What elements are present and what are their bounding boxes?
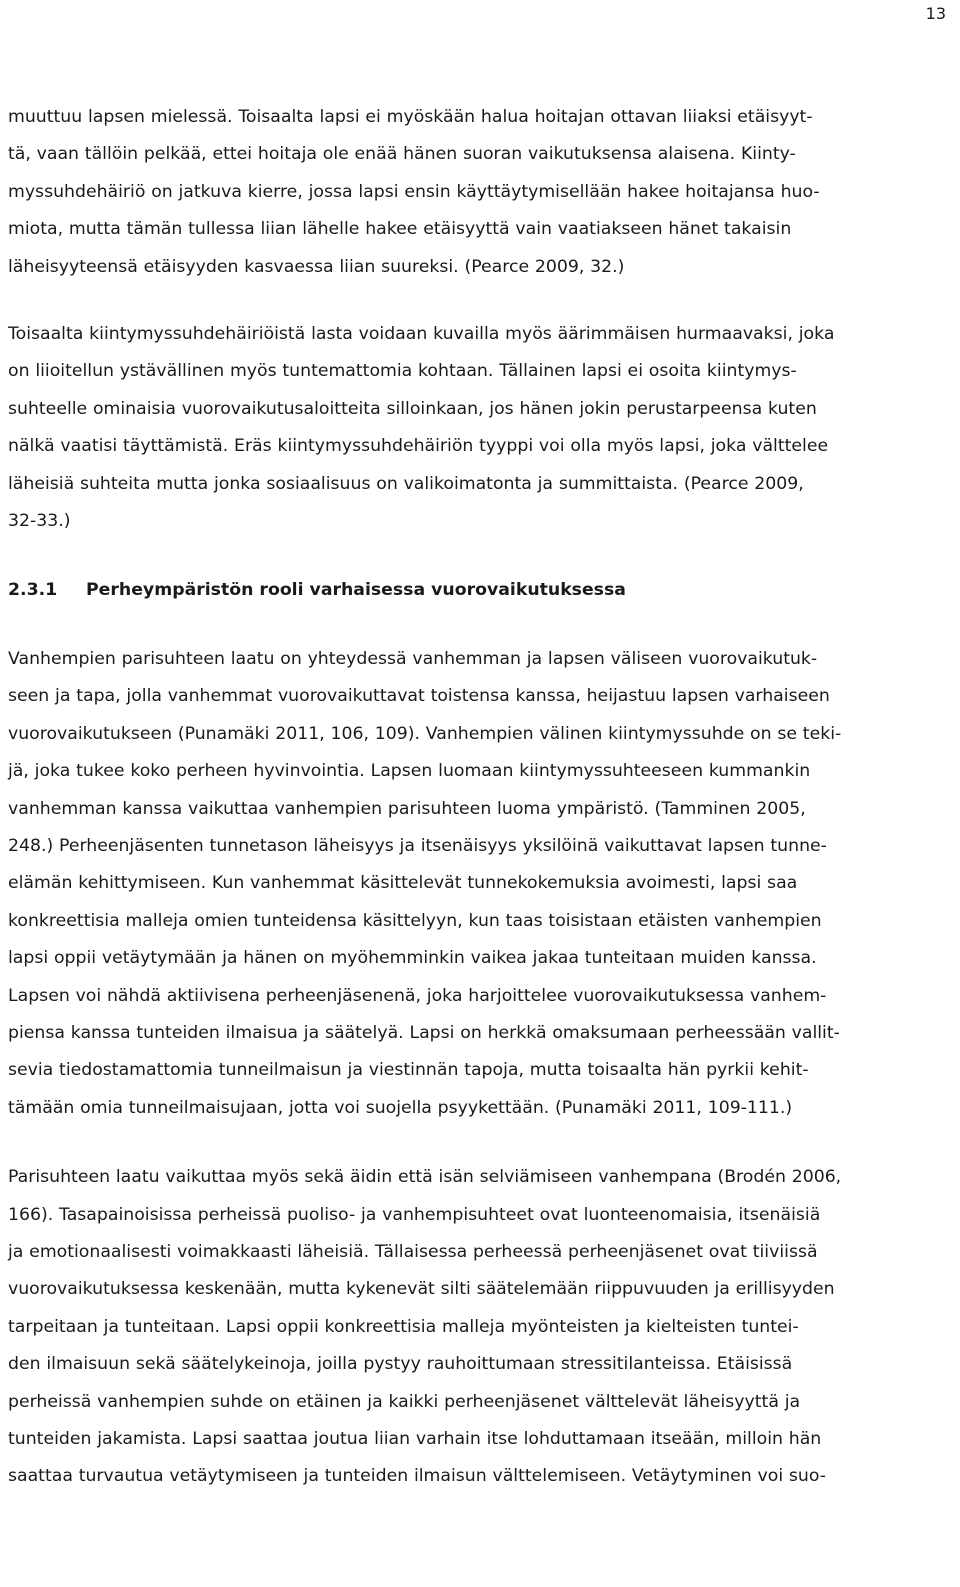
paragraph [8, 641, 952, 1127]
section-title: Perheympäristön rooli varhaisessa vuorovaikutuksessa [86, 580, 626, 601]
text-line: lapsi oppii vetäytymään ja hänen on myöhemminkin vaikea jakaa tunteitaan muiden kanssa. [8, 948, 817, 969]
text-line: 166). Tasapainoisissa perheissä puoliso- ja vanhempisuhteet ovat luonteenomaisia, itsenäisiä [8, 1204, 821, 1225]
text-line: Toisaalta kiintymyssuhdehäiriöistä lasta voidaan kuvailla myös äärimmäisen hurmaavaksi, joka [8, 324, 835, 345]
text-line: tunteiden jakamista. Lapsi saattaa joutua liian varhain itse lohduttamaan itseään, milloin hän [8, 1429, 822, 1449]
paragraph [8, 1159, 952, 1496]
text-line: suhteelle ominaisia vuorovaikutusaloitteita silloinkaan, jos hänen jokin perustarpeensa kuten [8, 398, 817, 419]
text-line: vuorovaikutukseen (Punamäki 2011, 106, 109). Vanhempien välinen kiintymyssuhde on se teki- [8, 723, 842, 744]
text-line: jä, joka tukee koko perheen hyvinvointia. Lapsen luomaan kiintymyssuhteeseen kummankin [8, 761, 811, 782]
text-line: läheisyyteensä etäisyyden kasvaessa liian suureksi. (Pearce 2009, 32.) [8, 256, 625, 277]
text-line: miota, mutta tämän tullessa liian lähelle hakee etäisyyttä vain vaatiakseen hänet takaisin [8, 219, 792, 240]
text-line: tämään omia tunneilmaisujaan, jotta voi suojella psyykettään. (Punamäki 2011, 109-111.) [8, 1097, 793, 1118]
text-line: 32-33.) [8, 511, 71, 532]
text-line: Parisuhteen laatu vaikuttaa myös sekä äidin että isän selviämiseen vanhempana (Brodén 2006, [8, 1167, 842, 1188]
text-line: nälkä vaatisi täyttämistä. Eräs kiintymyssuhdehäiriön tyyppi voi olla myös lapsi, joka välttelee [8, 436, 829, 457]
section-heading [8, 572, 952, 609]
text-line: saattaa turvautua vetäytymiseen ja tunteiden ilmaisun välttelemiseen. Vetäytyminen voi suo- [8, 1466, 827, 1487]
text-line: muuttuu lapsen mielessä. Toisaalta lapsi ei myöskään halua hoitajan ottavan liiaksi etäisyyt- [8, 107, 813, 127]
page-number: 13 [925, 4, 946, 23]
paragraph [8, 99, 952, 286]
text-line: ja emotionaalisesti voimakkaasti läheisiä. Tällaisessa perheessä perheenjäsenet ovat tiiviissä [8, 1241, 818, 1262]
text-line: läheisiä suhteita mutta jonka sosiaalisuus on valikoimatonta ja summittaista. (Pearce 2009, [8, 473, 804, 494]
text-line: tarpeitaan ja tunteitaan. Lapsi oppii konkreettisia malleja myönteisten ja kielteisten tuntei- [8, 1316, 799, 1337]
text-line: Vanhempien parisuhteen laatu on yhteydessä vanhemman ja lapsen väliseen vuorovaikutuk- [8, 648, 818, 669]
text-line: vuorovaikutuksessa keskenään, mutta kykenevät silti säätelemään riippuvuuden ja erillisyyden [8, 1279, 835, 1300]
text-line: sevia tiedostamattomia tunneilmaisun ja viestinnän tapoja, mutta toisaalta hän pyrkii kehit- [8, 1060, 809, 1081]
text-line: Lapsen voi nähdä aktiivisena perheenjäsenenä, joka harjoittelee vuorovaikutuksessa vanhem- [8, 985, 827, 1006]
text-line: piensa kanssa tunteiden ilmaisua ja säätelyä. Lapsi on herkkä omaksumaan perheessään vallit- [8, 1022, 840, 1043]
text-line: on liioitellun ystävällinen myös tuntemattomia kohtaan. Tällainen lapsi ei osoita kiintymys- [8, 361, 797, 382]
text-line: den ilmaisuun sekä säätelykeinoja, joilla pystyy rauhoittumaan stressitilanteissa. Etäisissä [8, 1354, 793, 1375]
document-body [8, 0, 952, 1496]
text-line: vanhemman kanssa vaikuttaa vanhempien parisuhteen luoma ympäristö. (Tamminen 2005, [8, 798, 806, 819]
text-line: seen ja tapa, jolla vanhemmat vuorovaikuttavat toistensa kanssa, heijastuu lapsen varhaiseen [8, 686, 830, 707]
text-line: elämän kehittymiseen. Kun vanhemmat käsittelevät tunnekokemuksia avoimesti, lapsi saa [8, 873, 798, 894]
text-line: 248.) Perheenjäsenten tunnetason läheisyys ja itsenäisyys yksilöinä vaikuttavat lapsen tunne- [8, 835, 827, 856]
text-line: perheissä vanhempien suhde on etäinen ja kaikki perheenjäsenet välttelevät läheisyyttä ja [8, 1391, 801, 1412]
text-line: myssuhdehäiriö on jatkuva kierre, jossa lapsi ensin käyttäytymisellään hakee hoitajansa huo- [8, 181, 820, 202]
section-number: 2.3.1 [8, 580, 58, 601]
text-line: konkreettisia malleja omien tunteidensa käsittelyyn, kun taas toisistaan etäisten vanhempien [8, 910, 822, 931]
text-line: tä, vaan tällöin pelkää, ettei hoitaja ole enää hänen suoran vaikutuksensa alaisena. Kiinty- [8, 144, 796, 165]
paragraph [8, 316, 952, 540]
